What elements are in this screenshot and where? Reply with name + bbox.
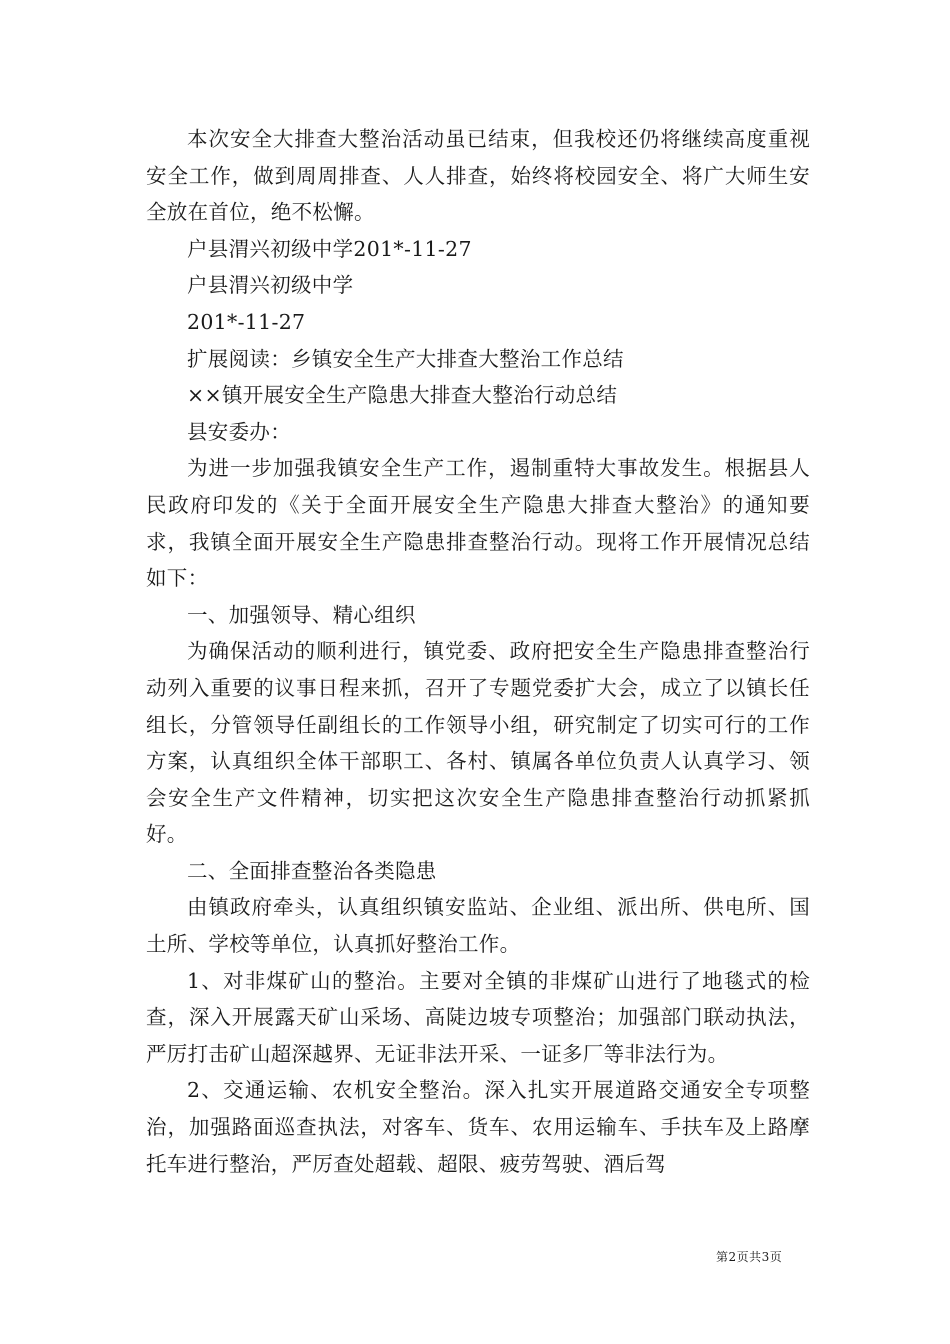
- page-number: 第2页共3页: [716, 1250, 783, 1264]
- paragraph-8: 为进一步加强我镇安全生产工作，遏制重特大事故发生。根据县人民政府印发的《关于全面开展安全生产隐患大排查大整治》的通知要求，我镇全面开展安全生产隐患排查整治行动。现将工作开展情况总结如下：: [146, 456, 810, 591]
- paragraph-12: 由镇政府牵头，认真组织镇安监站、企业组、派出所、供电所、国土所、学校等单位，认真抓好整治工作。: [146, 895, 810, 957]
- paragraph-14: 2、交通运输、农机安全整治。深入扎实开展道路交通安全专项整治，加强路面巡查执法，对客车、货车、农用运输车、手扶车及上路摩托车进行整治，严厉查处超载、超限、疲劳驾驶、酒后驾: [146, 1078, 810, 1176]
- paragraph-1: 本次安全大排查大整治活动虽已结束，但我校还仍将继续高度重视安全工作，做到周周排查、人人排查，始终将校园安全、将广大师生安全放在首位，绝不松懈。: [146, 127, 810, 225]
- page-footer: [716, 1249, 782, 1265]
- paragraph-4: 201*-11-27: [187, 309, 306, 334]
- paragraph-5: 扩展阅读：乡镇安全生产大排查大整治工作总结: [187, 346, 624, 371]
- paragraph-11: 二、全面排查整治各类隐患: [187, 858, 437, 883]
- paragraph-3: 户县渭兴初级中学: [187, 273, 354, 298]
- paragraph-9: 一、加强领导、精心组织: [187, 602, 416, 627]
- paragraph-7: 县安委办：: [187, 419, 291, 444]
- document-body: [146, 121, 810, 1182]
- paragraph-13: 1、对非煤矿山的整治。主要对全镇的非煤矿山进行了地毯式的检查，深入开展露天矿山采场、高陡边坡专项整治；加强部门联动执法，严厉打击矿山超深越界、无证非法开采、一证多厂等非法行为。: [146, 968, 810, 1066]
- paragraph-6: ××镇开展安全生产隐患大排查大整治行动总结: [187, 383, 618, 408]
- paragraph-2: 户县渭兴初级中学201*-11-27: [187, 236, 472, 261]
- paragraph-10: 为确保活动的顺利进行，镇党委、政府把安全生产隐患排查整治行动列入重要的议事日程来抓，召开了专题党委扩大会，成立了以镇长任组长，分管领导任副组长的工作领导小组，研究制定了切实可行的工作方案，认真组织全体干部职工、各村、镇属各单位负责人认真学习、领会安全生产文件精神，切实把这次安全生产隐患排查整治行动抓紧抓好。: [146, 639, 810, 847]
